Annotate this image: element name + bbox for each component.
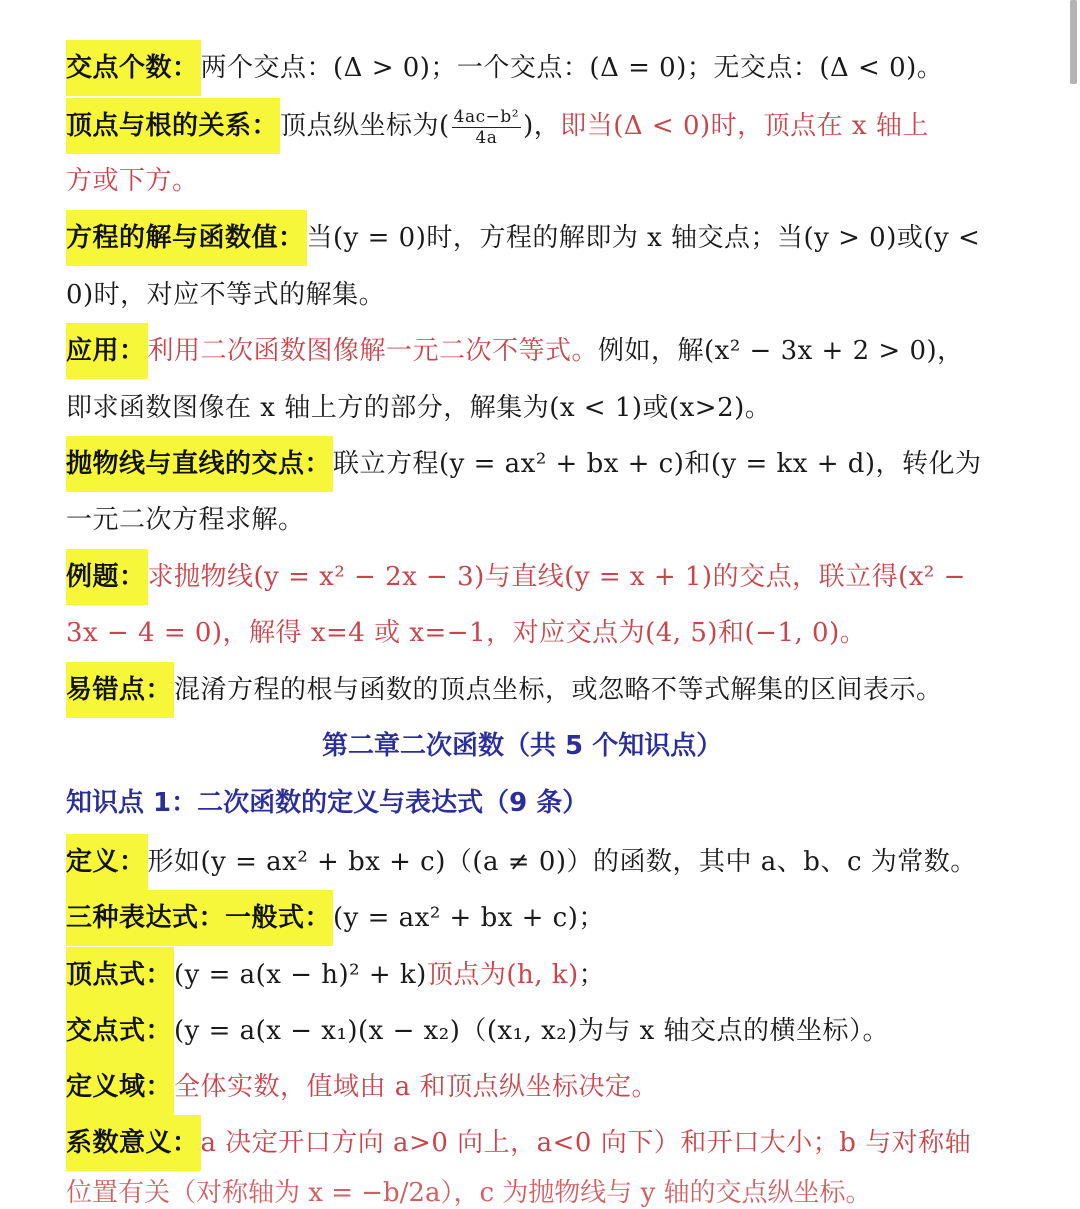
line-text: 形如(y = ax² + bx + c)（(a ≠ 0)）的函数，其中 a、b、c 为常数。 (147, 847, 977, 877)
doc-line (66, 605, 866, 661)
doc-line-intercept-form (66, 1003, 889, 1059)
highlight-label: 应用： (66, 323, 148, 379)
red-text: 利用二次函数图像解一元二次不等式。 (147, 336, 599, 366)
red-text: 3x − 4 = 0)，解得 x=4 或 x=−1，对应交点为(4, 5)和(−1, 0)。 (66, 618, 867, 648)
doc-line-vertex-form: 顶点式：(y = a(x − h)² + k)顶点为(h, k)； (66, 947, 605, 1003)
line-text: 联立方程(y = ax² + bx + c)和(y = kx + d)，转化为 (333, 449, 982, 479)
red-text: 求抛物线(y = x² − 2x − 3)与直线(y = x + 1)的交点，联立得(x² − (147, 562, 966, 592)
red-text: 全体实数，值域由 a 和顶点纵坐标决定。 (174, 1072, 659, 1102)
doc-line-application (66, 323, 964, 379)
line-text: 当(y = 0)时，方程的解即为 x 轴交点；当(y > 0)或(y < (306, 223, 981, 253)
cut-off-line: 位置有关（对称轴为 x = −b/2a），c 为抛物线与 y 轴的交点纵坐标。 (66, 1178, 872, 1208)
highlight-label: 定义域： (66, 1059, 174, 1115)
highlight-label: 易错点： (66, 662, 174, 718)
highlight-label: 三种表达式：一般式： (66, 890, 333, 946)
line-text: 顶点纵坐标为( (280, 111, 450, 141)
red-text: 顶点为(h, k) (426, 960, 579, 990)
highlight-label: 方程的解与函数值： (66, 210, 307, 266)
line-text: (y = a(x − h)² + k) (174, 960, 427, 990)
doc-line-example (66, 549, 966, 605)
highlight-label: 定义： (66, 834, 148, 890)
chapter-title: 第二章二次函数（共 5 个知识点） (322, 731, 723, 761)
red-text: 即当(Δ < 0)时，顶点在 x 轴上 (560, 111, 929, 141)
red-text: a 决定开口方向 a>0 向上，a<0 向下）和开口大小；b 与对称轴 (200, 1128, 972, 1158)
line-text: 即求函数图像在 x 轴上方的部分，解集为(x < 1)或(x>2)。 (66, 393, 772, 423)
doc-line (66, 380, 771, 436)
doc-line-coefficients (66, 1115, 971, 1171)
highlight-label: 例题： (66, 549, 148, 605)
doc-line-definition (66, 834, 977, 890)
doc-line-three-forms (66, 890, 605, 946)
doc-line-common-mistakes (66, 662, 943, 718)
line-text: 一元二次方程求解。 (66, 505, 305, 535)
highlight-label: 交点式： (66, 1003, 174, 1059)
doc-line-intersection-count (66, 40, 943, 96)
doc-line (66, 267, 385, 323)
highlight-label: 抛物线与直线的交点： (66, 436, 333, 492)
doc-line-vertex-root: 顶点与根的关系：顶点纵坐标为( $\frac{\text{4ac−b²}}{4a}$ )，即当(Δ < 0)时，顶点在 x 轴上 (66, 98, 929, 154)
doc-line-parabola-line (66, 436, 982, 492)
scrollbar[interactable] (1070, 0, 1077, 84)
line-text: 混淆方程的根与函数的顶点坐标，或忽略不等式解集的区间表示。 (174, 675, 943, 705)
highlight-label: 系数意义： (66, 1115, 201, 1171)
red-text: 方或下方。 (66, 166, 199, 196)
highlight-label: 顶点与根的关系： (66, 98, 280, 154)
line-text: 例如，解(x² − 3x + 2 > 0)， (598, 336, 964, 366)
doc-line (66, 492, 305, 548)
doc-line (66, 153, 199, 209)
doc-line-domain (66, 1059, 658, 1115)
line-text: (y = a(x − x₁)(x − x₂)（(x₁, x₂)为与 x 轴交点的横坐标）。 (174, 1016, 890, 1046)
doc-line-equation-solution (66, 210, 980, 266)
line-text: (y = ax² + bx + c)； (333, 903, 605, 933)
line-text: 0)时，对应不等式的解集。 (66, 280, 386, 310)
knowledge-point-heading: 知识点 1：二次函数的定义与表达式（9 条） (66, 788, 589, 818)
highlight-label: 交点个数： (66, 40, 201, 96)
fraction: $\frac{\text{4ac−b²}}{4a}$ (453, 106, 520, 148)
line-text: 两个交点：(Δ > 0)；一个交点：(Δ = 0)；无交点：(Δ < 0)。 (200, 53, 944, 83)
highlight-label: 顶点式： (66, 947, 174, 1003)
